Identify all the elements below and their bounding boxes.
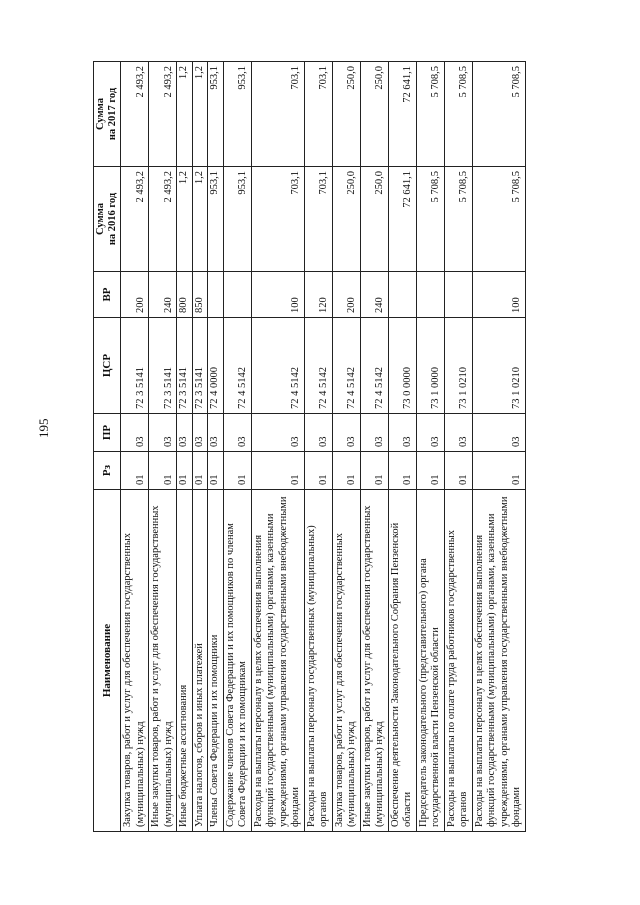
cell-pr: 03 — [332, 414, 360, 452]
cell-sum-2017: 5 708,5 — [472, 62, 525, 167]
cell-rz: 01 — [332, 452, 360, 490]
cell-csr: 72 3 5141 — [149, 318, 177, 414]
cell-rz: 01 — [472, 452, 525, 490]
table-row — [208, 62, 224, 832]
cell-name: Уплата налогов, сборов и иных платежей — [192, 490, 208, 832]
cell-sum-2016: 2 493,2 — [121, 167, 149, 272]
cell-vr: 240 — [360, 272, 388, 318]
table-row — [444, 62, 472, 832]
cell-csr: 72 4 5142 — [223, 318, 251, 414]
cell-csr: 72 4 0000 — [208, 318, 224, 414]
cell-vr — [208, 272, 224, 318]
cell-rz: 01 — [192, 452, 208, 490]
header-sum-2017-line1: Сумма — [95, 98, 106, 130]
cell-sum-2016: 703,1 — [251, 167, 304, 272]
cell-rz: 01 — [223, 452, 251, 490]
cell-sum-2017: 250,0 — [332, 62, 360, 167]
cell-csr: 72 3 5141 — [177, 318, 193, 414]
cell-pr: 03 — [388, 414, 416, 452]
cell-rz: 01 — [208, 452, 224, 490]
cell-sum-2016: 2 493,2 — [149, 167, 177, 272]
cell-name: Члены Совета Федерации и их помощники — [208, 490, 224, 832]
cell-name: Расходы на выплаты персоналу в целях обеспечения выполнения функций государственными (муниципальными) органами, казенными учреждениями, органами управления государственными внебюджетными фондами — [472, 490, 525, 832]
table-row — [472, 62, 525, 832]
cell-sum-2017: 703,1 — [251, 62, 304, 167]
header-name: Наименование — [94, 490, 121, 832]
cell-pr: 03 — [416, 414, 444, 452]
cell-vr — [444, 272, 472, 318]
header-sum-2017 — [94, 62, 121, 167]
cell-pr: 03 — [472, 414, 525, 452]
cell-name: Иные бюджетные ассигнования — [177, 490, 193, 832]
cell-vr: 850 — [192, 272, 208, 318]
cell-csr: 72 3 5141 — [192, 318, 208, 414]
cell-name: Закупка товаров, работ и услуг для обеспечения государственных (муниципальных) нужд — [332, 490, 360, 832]
cell-name: Обеспечение деятельности Законодательного Собрания Пензенской области — [388, 490, 416, 832]
header-rz: Рз — [94, 452, 121, 490]
cell-name: Закупка товаров, работ и услуг для обеспечения государственных (муниципальных) нужд — [121, 490, 149, 832]
cell-rz: 01 — [360, 452, 388, 490]
cell-sum-2017: 953,1 — [208, 62, 224, 167]
cell-vr: 100 — [251, 272, 304, 318]
cell-pr: 03 — [444, 414, 472, 452]
budget-table — [93, 61, 526, 832]
table-row — [360, 62, 388, 832]
cell-csr: 73 1 0210 — [472, 318, 525, 414]
cell-name: Председатель законодательного (представительного) органа государственной власти Пензенской области — [416, 490, 444, 832]
cell-csr: 72 3 5141 — [121, 318, 149, 414]
cell-csr: 73 1 0000 — [416, 318, 444, 414]
table-row — [177, 62, 193, 832]
cell-sum-2017: 5 708,5 — [444, 62, 472, 167]
table-row — [416, 62, 444, 832]
cell-sum-2017: 2 493,2 — [121, 62, 149, 167]
cell-sum-2017: 72 641,1 — [388, 62, 416, 167]
cell-sum-2017: 2 493,2 — [149, 62, 177, 167]
cell-vr: 800 — [177, 272, 193, 318]
cell-sum-2016: 953,1 — [223, 167, 251, 272]
cell-sum-2016: 703,1 — [304, 167, 332, 272]
cell-name: Содержание членов Совета Федерации и их помощников по членам Совета Федерации и их помощникам — [223, 490, 251, 832]
header-sum-2016-line2: на 2016 год — [107, 192, 118, 246]
cell-sum-2017: 1,2 — [192, 62, 208, 167]
header-vr: ВР — [94, 272, 121, 318]
table-row — [192, 62, 208, 832]
cell-sum-2017: 1,2 — [177, 62, 193, 167]
cell-sum-2016: 1,2 — [192, 167, 208, 272]
cell-csr: 72 4 5142 — [332, 318, 360, 414]
cell-vr: 240 — [149, 272, 177, 318]
header-sum-2016 — [94, 167, 121, 272]
cell-pr: 03 — [177, 414, 193, 452]
table-row — [251, 62, 304, 832]
cell-csr: 73 1 0210 — [444, 318, 472, 414]
cell-pr: 03 — [208, 414, 224, 452]
header-sum-2017-line2: на 2017 год — [107, 87, 118, 141]
cell-vr — [416, 272, 444, 318]
cell-sum-2017: 250,0 — [360, 62, 388, 167]
cell-sum-2016: 953,1 — [208, 167, 224, 272]
cell-rz: 01 — [121, 452, 149, 490]
cell-pr: 03 — [192, 414, 208, 452]
cell-sum-2017: 5 708,5 — [416, 62, 444, 167]
header-csr: ЦСР — [94, 318, 121, 414]
table-header-row — [94, 62, 121, 832]
cell-sum-2017: 953,1 — [223, 62, 251, 167]
cell-rz: 01 — [251, 452, 304, 490]
budget-table-container — [93, 62, 526, 832]
cell-csr: 72 4 5142 — [360, 318, 388, 414]
cell-vr — [223, 272, 251, 318]
cell-pr: 03 — [121, 414, 149, 452]
table-row — [223, 62, 251, 832]
cell-name: Иные закупки товаров, работ и услуг для обеспечения государственных (муниципальных) нужд — [360, 490, 388, 832]
cell-name: Расходы на выплаты персоналу государственных (муниципальных) органов — [304, 490, 332, 832]
cell-rz: 01 — [149, 452, 177, 490]
table-row — [304, 62, 332, 832]
table-row — [121, 62, 149, 832]
cell-sum-2017: 703,1 — [304, 62, 332, 167]
cell-sum-2016: 250,0 — [360, 167, 388, 272]
cell-vr: 100 — [472, 272, 525, 318]
cell-pr: 03 — [149, 414, 177, 452]
header-pr: ПР — [94, 414, 121, 452]
cell-name: Иные закупки товаров, работ и услуг для обеспечения государственных (муниципальных) нужд — [149, 490, 177, 832]
table-row — [332, 62, 360, 832]
cell-vr: 200 — [332, 272, 360, 318]
page-number: 195 — [36, 418, 51, 438]
cell-sum-2016: 1,2 — [177, 167, 193, 272]
cell-pr: 03 — [251, 414, 304, 452]
header-sum-2016-line1: Сумма — [95, 203, 106, 235]
table-row — [388, 62, 416, 832]
cell-rz: 01 — [444, 452, 472, 490]
cell-pr: 03 — [223, 414, 251, 452]
cell-csr: 72 4 5142 — [251, 318, 304, 414]
table-body — [121, 62, 526, 832]
cell-sum-2016: 5 708,5 — [416, 167, 444, 272]
cell-pr: 03 — [304, 414, 332, 452]
cell-rz: 01 — [304, 452, 332, 490]
table-row — [149, 62, 177, 832]
cell-sum-2016: 72 641,1 — [388, 167, 416, 272]
cell-vr: 200 — [121, 272, 149, 318]
cell-name: Расходы на выплаты персоналу в целях обеспечения выполнения функций государственными (муниципальными) органами, казенными учреждениями, органами управления государственными внебюджетными фондами — [251, 490, 304, 832]
cell-sum-2016: 5 708,5 — [444, 167, 472, 272]
cell-csr: 73 0 0000 — [388, 318, 416, 414]
cell-rz: 01 — [388, 452, 416, 490]
cell-sum-2016: 5 708,5 — [472, 167, 525, 272]
cell-vr: 120 — [304, 272, 332, 318]
cell-pr: 03 — [360, 414, 388, 452]
cell-csr: 72 4 5142 — [304, 318, 332, 414]
cell-name: Расходы на выплаты по оплате труда работников государственных органов — [444, 490, 472, 832]
cell-vr — [388, 272, 416, 318]
cell-rz: 01 — [416, 452, 444, 490]
cell-rz: 01 — [177, 452, 193, 490]
cell-sum-2016: 250,0 — [332, 167, 360, 272]
